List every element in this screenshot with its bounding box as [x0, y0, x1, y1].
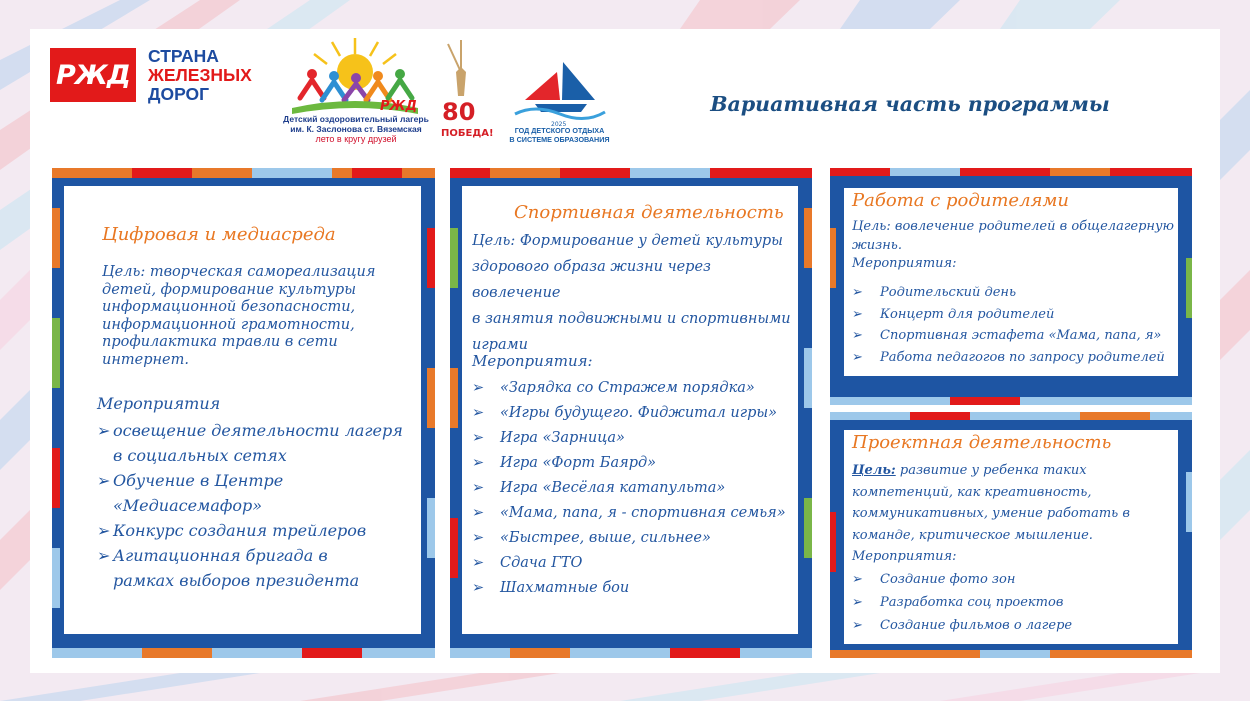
- list-item: ➢ Игра «Зарница»: [472, 426, 786, 451]
- events-list: [852, 282, 1165, 368]
- arrow-bullet-icon: ➢: [852, 306, 863, 322]
- goal-line: компетенций, как креативность,: [852, 484, 1092, 500]
- card-parents: [830, 168, 1192, 405]
- rzd-slogan: [148, 47, 252, 104]
- card-goal: [852, 218, 1174, 274]
- card-goal: [472, 228, 798, 358]
- card-content: [844, 430, 1178, 644]
- events-label: Мероприятия:: [852, 549, 957, 564]
- list-item: ➢ Сдача ГТО: [472, 551, 786, 576]
- arrow-bullet-icon: ➢: [97, 421, 111, 440]
- goal-line: Цель: вовлечение родителей в общелагерную: [852, 219, 1174, 234]
- rzd-logo: [50, 48, 136, 102]
- arrow-bullet-icon: ➢: [472, 380, 485, 396]
- list-item: рамках выборов президента: [113, 571, 360, 590]
- goal-line: интернет.: [102, 351, 189, 368]
- card-goal: [852, 460, 1130, 568]
- card-content: [64, 186, 421, 634]
- list-item: ➢ Шахматные бои: [472, 576, 786, 601]
- list-item: ➢ Агитационная бригада в: [97, 543, 403, 568]
- list-item: ➢ «Быстрее, выше, сильнее»: [472, 526, 786, 551]
- list-item: ➢ Создание фильмов о лагере: [852, 614, 1072, 637]
- rzd-logo-text: РЖД: [56, 60, 130, 91]
- goal-line: здорового образа жизни через вовлечение: [472, 259, 711, 301]
- card-digital-media: [52, 168, 435, 658]
- camp-slogan: лето в кругу друзей: [315, 134, 397, 144]
- year-logo-line-2: В СИСТЕМЕ ОБРАЗОВАНИЯ: [509, 135, 610, 144]
- list-item: ➢ «Мама, папа, я - спортивная семья»: [472, 501, 786, 526]
- rzd-slogan-line-1: СТРАНА: [148, 46, 219, 66]
- camp-name-line-2: им. К. Заслонова ст. Вяземская: [290, 124, 422, 134]
- goal-line: информационной безопасности,: [102, 299, 356, 315]
- card-title: Спортивная деятельность: [514, 202, 784, 223]
- list-item: в социальных сетях: [113, 446, 287, 465]
- list-item: ➢ Обучение в Центре: [97, 468, 403, 493]
- goal-line: в занятия подвижными и спортивными: [472, 311, 791, 327]
- list-item: ➢ Родительский день: [852, 282, 1165, 304]
- card-sport: [450, 168, 812, 658]
- arrow-bullet-icon: ➢: [472, 455, 485, 471]
- card-content: [462, 186, 798, 634]
- events-list: [472, 376, 786, 601]
- card-project: [830, 412, 1192, 658]
- goal-line: Цель: развитие у ребенка таких: [852, 463, 1087, 478]
- rzd-slogan-line-2: ЖЕЛЕЗНЫХ: [148, 65, 252, 85]
- arrow-bullet-icon: ➢: [97, 521, 111, 540]
- events-list: [852, 568, 1072, 637]
- list-item: ➢ Концерт для родителей: [852, 304, 1165, 326]
- list-item: ➢ «Игры будущего. Фиджитал игры»: [472, 401, 786, 426]
- list-item: ➢ освещение деятельности лагеря: [97, 418, 403, 443]
- goal-line: команде, критическое мышление.: [852, 527, 1093, 543]
- arrow-bullet-icon: ➢: [852, 595, 863, 610]
- arrow-bullet-icon: ➢: [472, 430, 485, 446]
- arrow-bullet-icon: ➢: [472, 405, 485, 421]
- arrow-bullet-icon: ➢: [97, 546, 111, 565]
- goal-line: играми: [472, 337, 528, 353]
- list-item: ➢ Конкурс создания трейлеров: [97, 518, 403, 543]
- year-logo-line-1: ГОД ДЕТСКОГО ОТДЫХА: [514, 126, 605, 135]
- arrow-bullet-icon: ➢: [472, 480, 485, 496]
- rzd-slogan-line-3: ДОРОГ: [148, 84, 210, 104]
- goal-line: Цель: Формирование у детей культуры: [472, 233, 783, 249]
- list-item: ➢ Разработка соц проектов: [852, 591, 1072, 614]
- events-label: Мероприятия:: [472, 352, 593, 370]
- arrow-bullet-icon: ➢: [852, 285, 863, 300]
- events-list: [97, 418, 403, 593]
- events-label: Мероприятия: [97, 394, 221, 413]
- events-label: Мероприятия:: [852, 256, 957, 271]
- goal-line: Цель: творческая самореализация: [102, 264, 376, 280]
- list-item: ➢ Игра «Весёлая катапульта»: [472, 476, 786, 501]
- card-content: [844, 188, 1178, 376]
- list-item: ➢ Создание фото зон: [852, 568, 1072, 591]
- card-title: Цифровая и медиасреда: [102, 224, 336, 245]
- goal-line: коммуникативных, умение работать в: [852, 506, 1130, 521]
- arrow-bullet-icon: ➢: [97, 471, 111, 490]
- arrow-bullet-icon: ➢: [472, 530, 485, 546]
- list-item: ➢ Работа педагогов по запросу родителей: [852, 347, 1165, 369]
- camp-name-line-1: Детский оздоровительный лагерь: [283, 114, 429, 124]
- page-title: Вариативная часть программы: [710, 92, 1110, 116]
- arrow-bullet-icon: ➢: [472, 580, 485, 596]
- victory-80-icon: [440, 38, 494, 142]
- svg-text:ПОБЕДА!: ПОБЕДА!: [441, 128, 494, 139]
- list-item: «Медиасемафор»: [113, 496, 263, 515]
- arrow-bullet-icon: ➢: [472, 555, 485, 571]
- arrow-bullet-icon: ➢: [472, 505, 485, 521]
- goal-line: жизнь.: [852, 237, 903, 253]
- card-title: Проектная деятельность: [852, 432, 1112, 453]
- goal-line: информационной грамотности,: [102, 316, 355, 333]
- svg-text:80: 80: [442, 98, 476, 126]
- arrow-bullet-icon: ➢: [852, 618, 863, 633]
- goal-label: Цель:: [852, 463, 896, 478]
- goal-line: профилактика травли в сети: [102, 334, 338, 350]
- arrow-bullet-icon: ➢: [852, 328, 863, 343]
- arrow-bullet-icon: ➢: [852, 572, 863, 587]
- list-item: ➢ «Зарядка со Стражем порядка»: [472, 376, 786, 401]
- card-title: Работа с родителями: [852, 190, 1069, 211]
- year-logo-year: 2025: [551, 121, 567, 128]
- list-item: ➢ Спортивная эстафета «Мама, папа, я»: [852, 325, 1165, 347]
- card-goal: [102, 264, 376, 369]
- arrow-bullet-icon: ➢: [852, 349, 863, 365]
- goal-line: детей, формирование культуры: [102, 281, 357, 298]
- svg-text:РЖД: РЖД: [380, 99, 418, 114]
- list-item: ➢ Игра «Форт Баярд»: [472, 451, 786, 476]
